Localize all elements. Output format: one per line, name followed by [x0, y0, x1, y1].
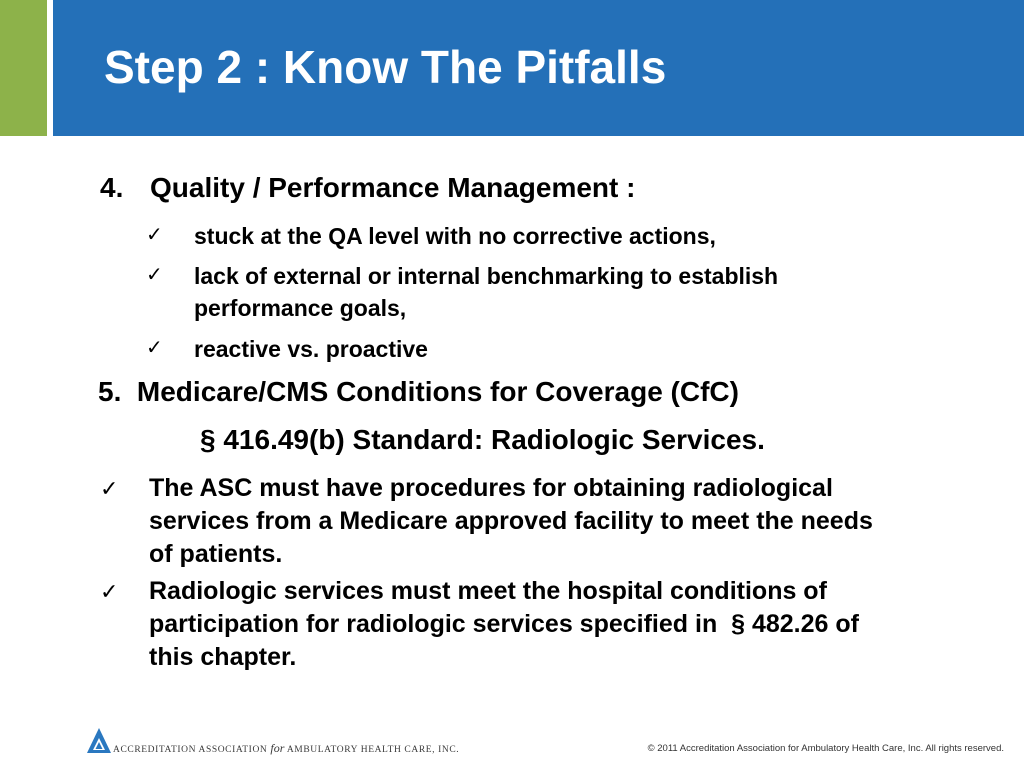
item-4-heading: Quality / Performance Management :: [150, 172, 636, 203]
copyright-notice: © 2011 Accreditation Association for Ambulatory Health Care, Inc. All rights reserved.: [647, 743, 1004, 754]
slide-title: Step 2 : Know The Pitfalls: [104, 41, 667, 93]
item-4-bullet-2-cont: performance goals,: [194, 295, 407, 321]
item-4-bullet-3: reactive vs. proactive: [194, 336, 428, 362]
checkmark-icon: ✓: [146, 264, 163, 286]
item-4-bullet-2: lack of external or internal benchmarking to establish: [194, 263, 779, 289]
cfc-bullet-1-line-1: The ASC must have procedures for obtaining radiological: [149, 474, 833, 502]
org-name-pre: ACCREDITATION ASSOCIATION: [113, 745, 268, 755]
cfc-bullet-1-line-3: of patients.: [149, 540, 283, 568]
cfc-bullet-1-line-2: services from a Medicare approved facility to meet the needs: [149, 507, 873, 535]
org-name: [113, 741, 459, 756]
org-name-post: AMBULATORY HEALTH CARE, INC.: [286, 745, 460, 755]
accent-divider: [47, 0, 53, 136]
checkmark-icon: ✓: [100, 476, 119, 501]
item-4-number: 4.: [100, 172, 124, 203]
accent-bar: [0, 0, 47, 136]
item-4-bullet-1: stuck at the QA level with no corrective actions,: [194, 223, 716, 249]
standard-heading: § 416.49(b) Standard: Radiologic Services.: [200, 424, 765, 455]
item-5-heading: 5. Medicare/CMS Conditions for Coverage (CfC): [98, 376, 739, 407]
cfc-bullet-2-line-1: Radiologic services must meet the hospital conditions of: [149, 577, 827, 605]
aaahc-logo-icon: [86, 727, 112, 755]
cfc-bullet-2-line-3: this chapter.: [149, 643, 297, 671]
checkmark-icon: ✓: [146, 337, 163, 359]
checkmark-icon: ✓: [146, 224, 163, 246]
org-name-for: for: [270, 741, 285, 755]
checkmark-icon: ✓: [100, 579, 119, 604]
cfc-bullet-2-line-2: participation for radiologic services specified in § 482.26 of: [149, 610, 859, 638]
